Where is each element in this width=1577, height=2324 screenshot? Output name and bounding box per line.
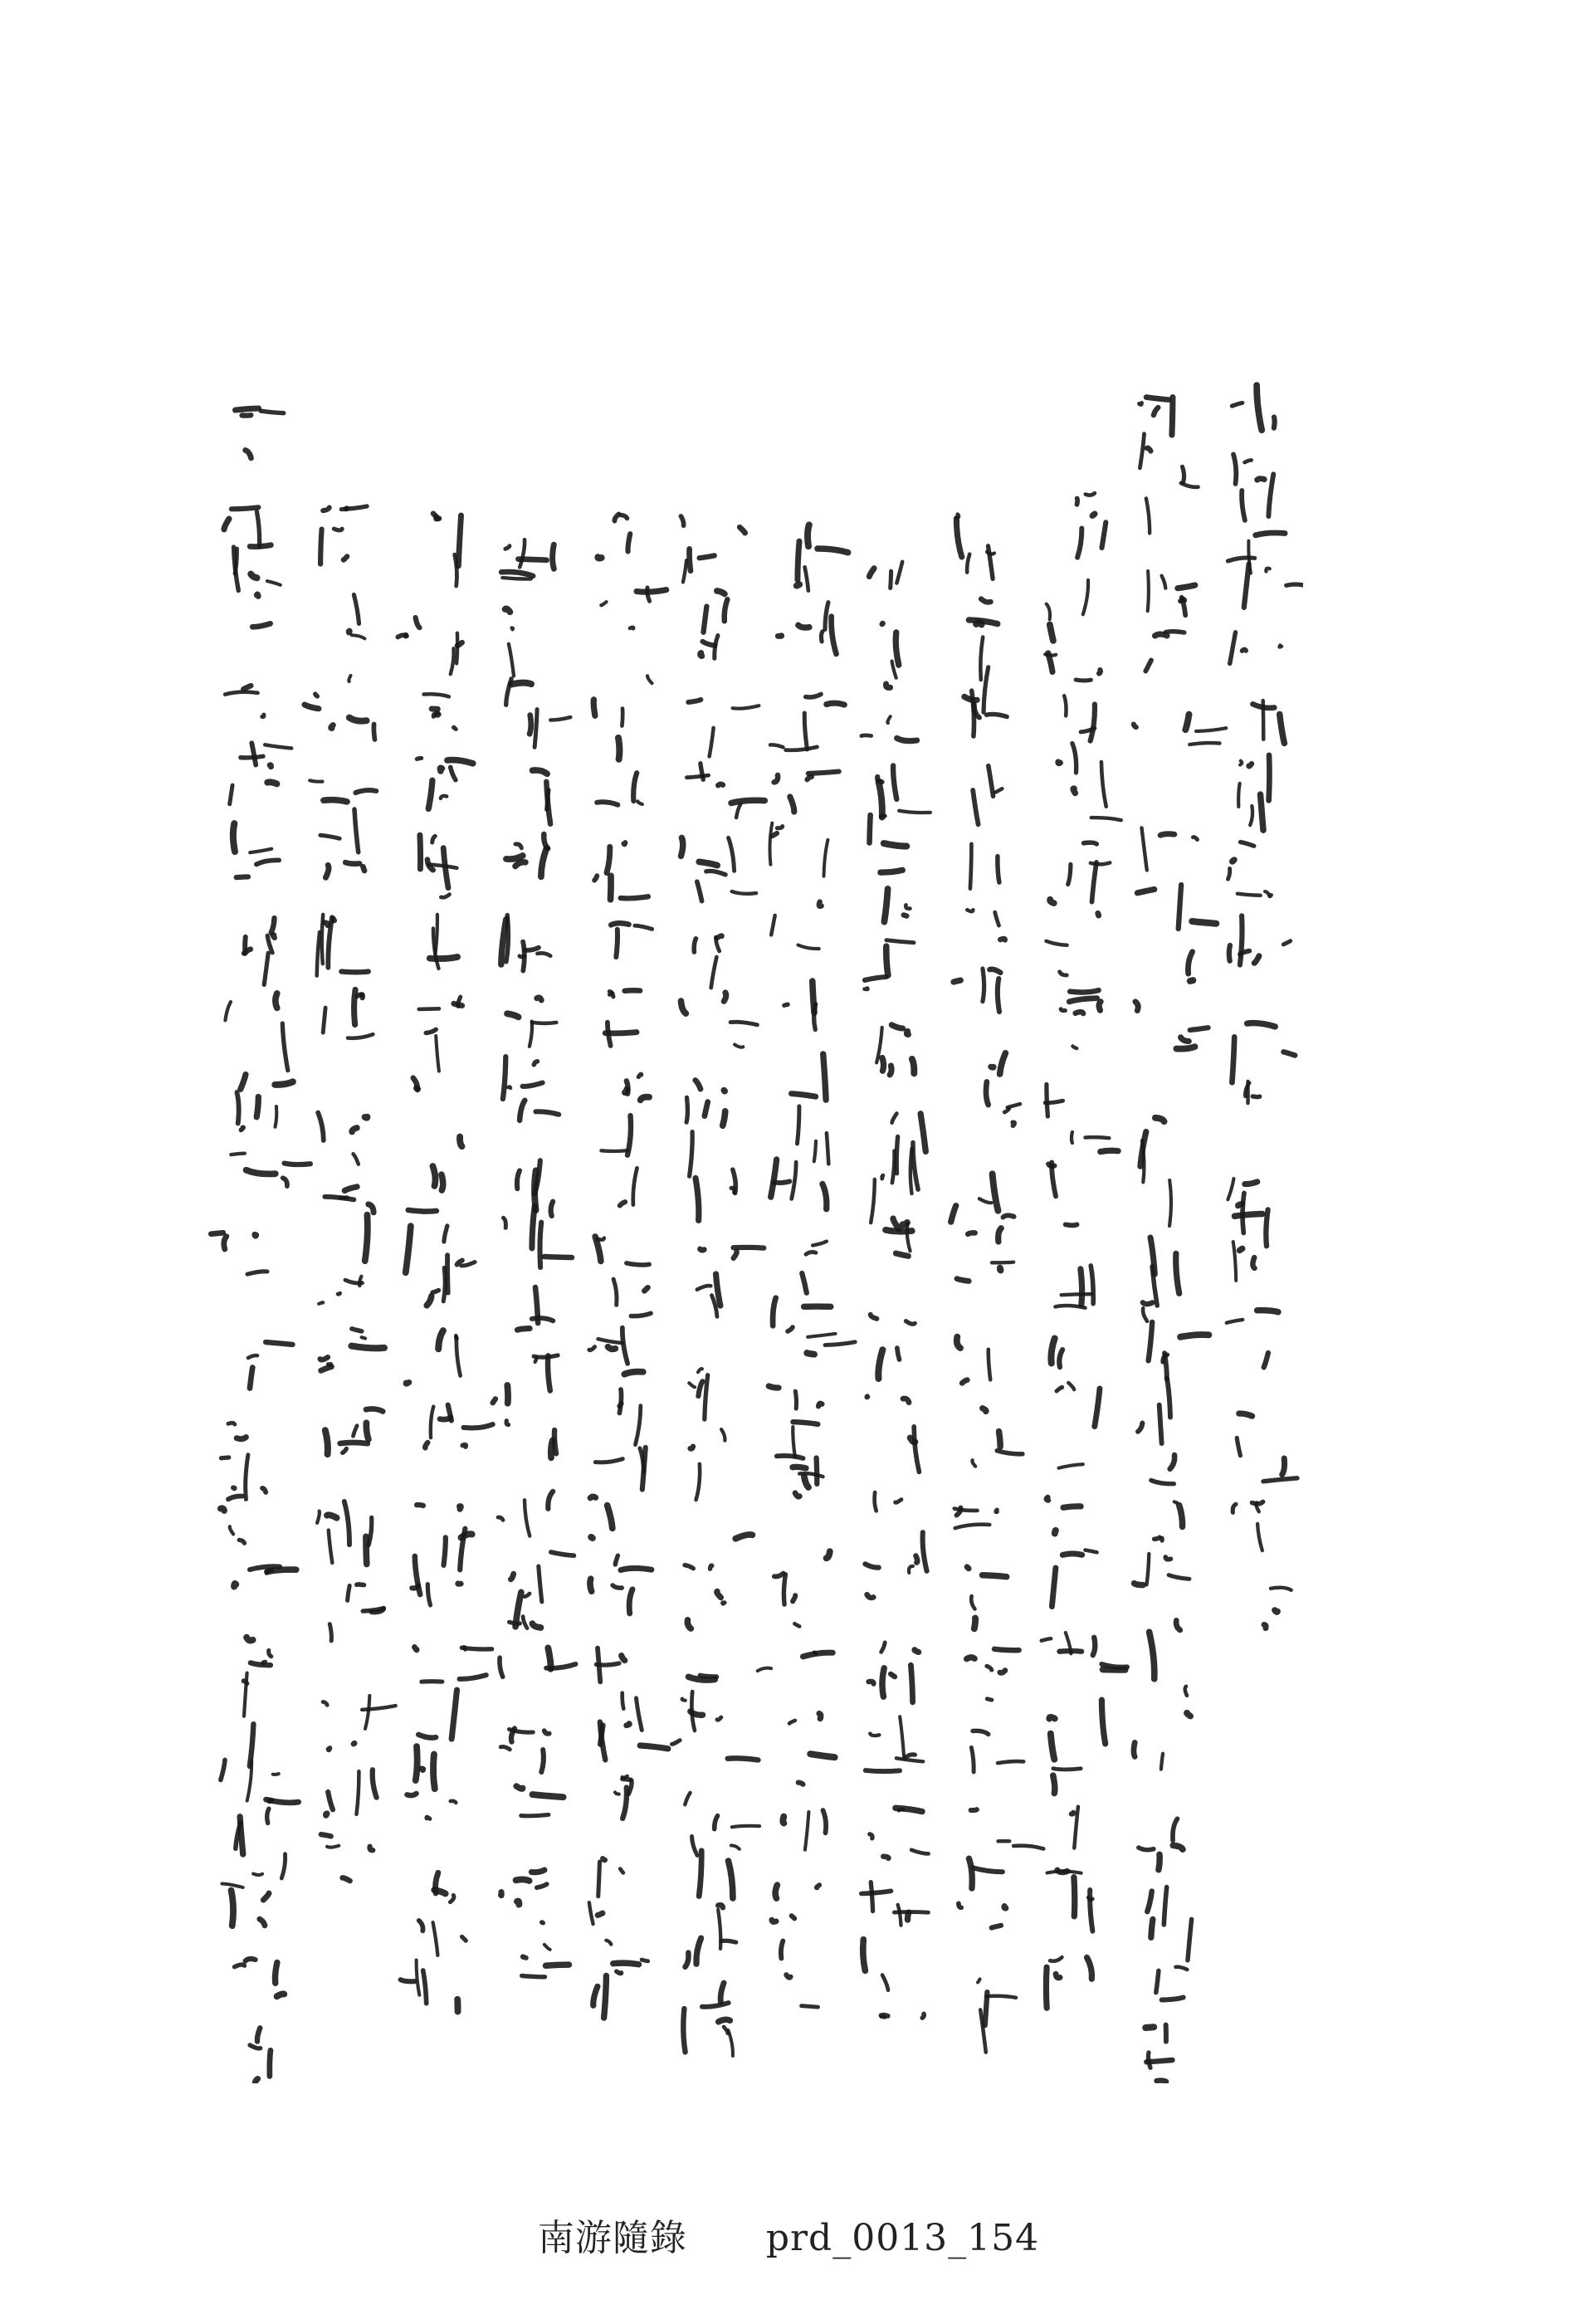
manuscript-column (1042, 493, 1127, 2008)
page-footer (0, 2208, 1577, 2261)
manuscript-column (1134, 398, 1226, 2082)
manuscript-column (211, 408, 310, 2083)
book-title: 南游隨錄 (537, 2217, 687, 2259)
handwritten-manuscript-image (208, 357, 1303, 2083)
manuscript-column (758, 525, 855, 2007)
manuscript-column (493, 540, 576, 1977)
manuscript-column (951, 515, 1044, 2053)
page-identifier: prd_0013_154 (765, 2217, 1040, 2259)
manuscript-columns-illustration (208, 357, 1303, 2083)
manuscript-column (862, 562, 930, 2018)
manuscript-column (589, 514, 668, 2018)
manuscript-column (398, 514, 492, 2012)
manuscript-column (305, 506, 396, 1881)
manuscript-column (672, 516, 765, 2056)
manuscript-column (1227, 385, 1303, 1628)
